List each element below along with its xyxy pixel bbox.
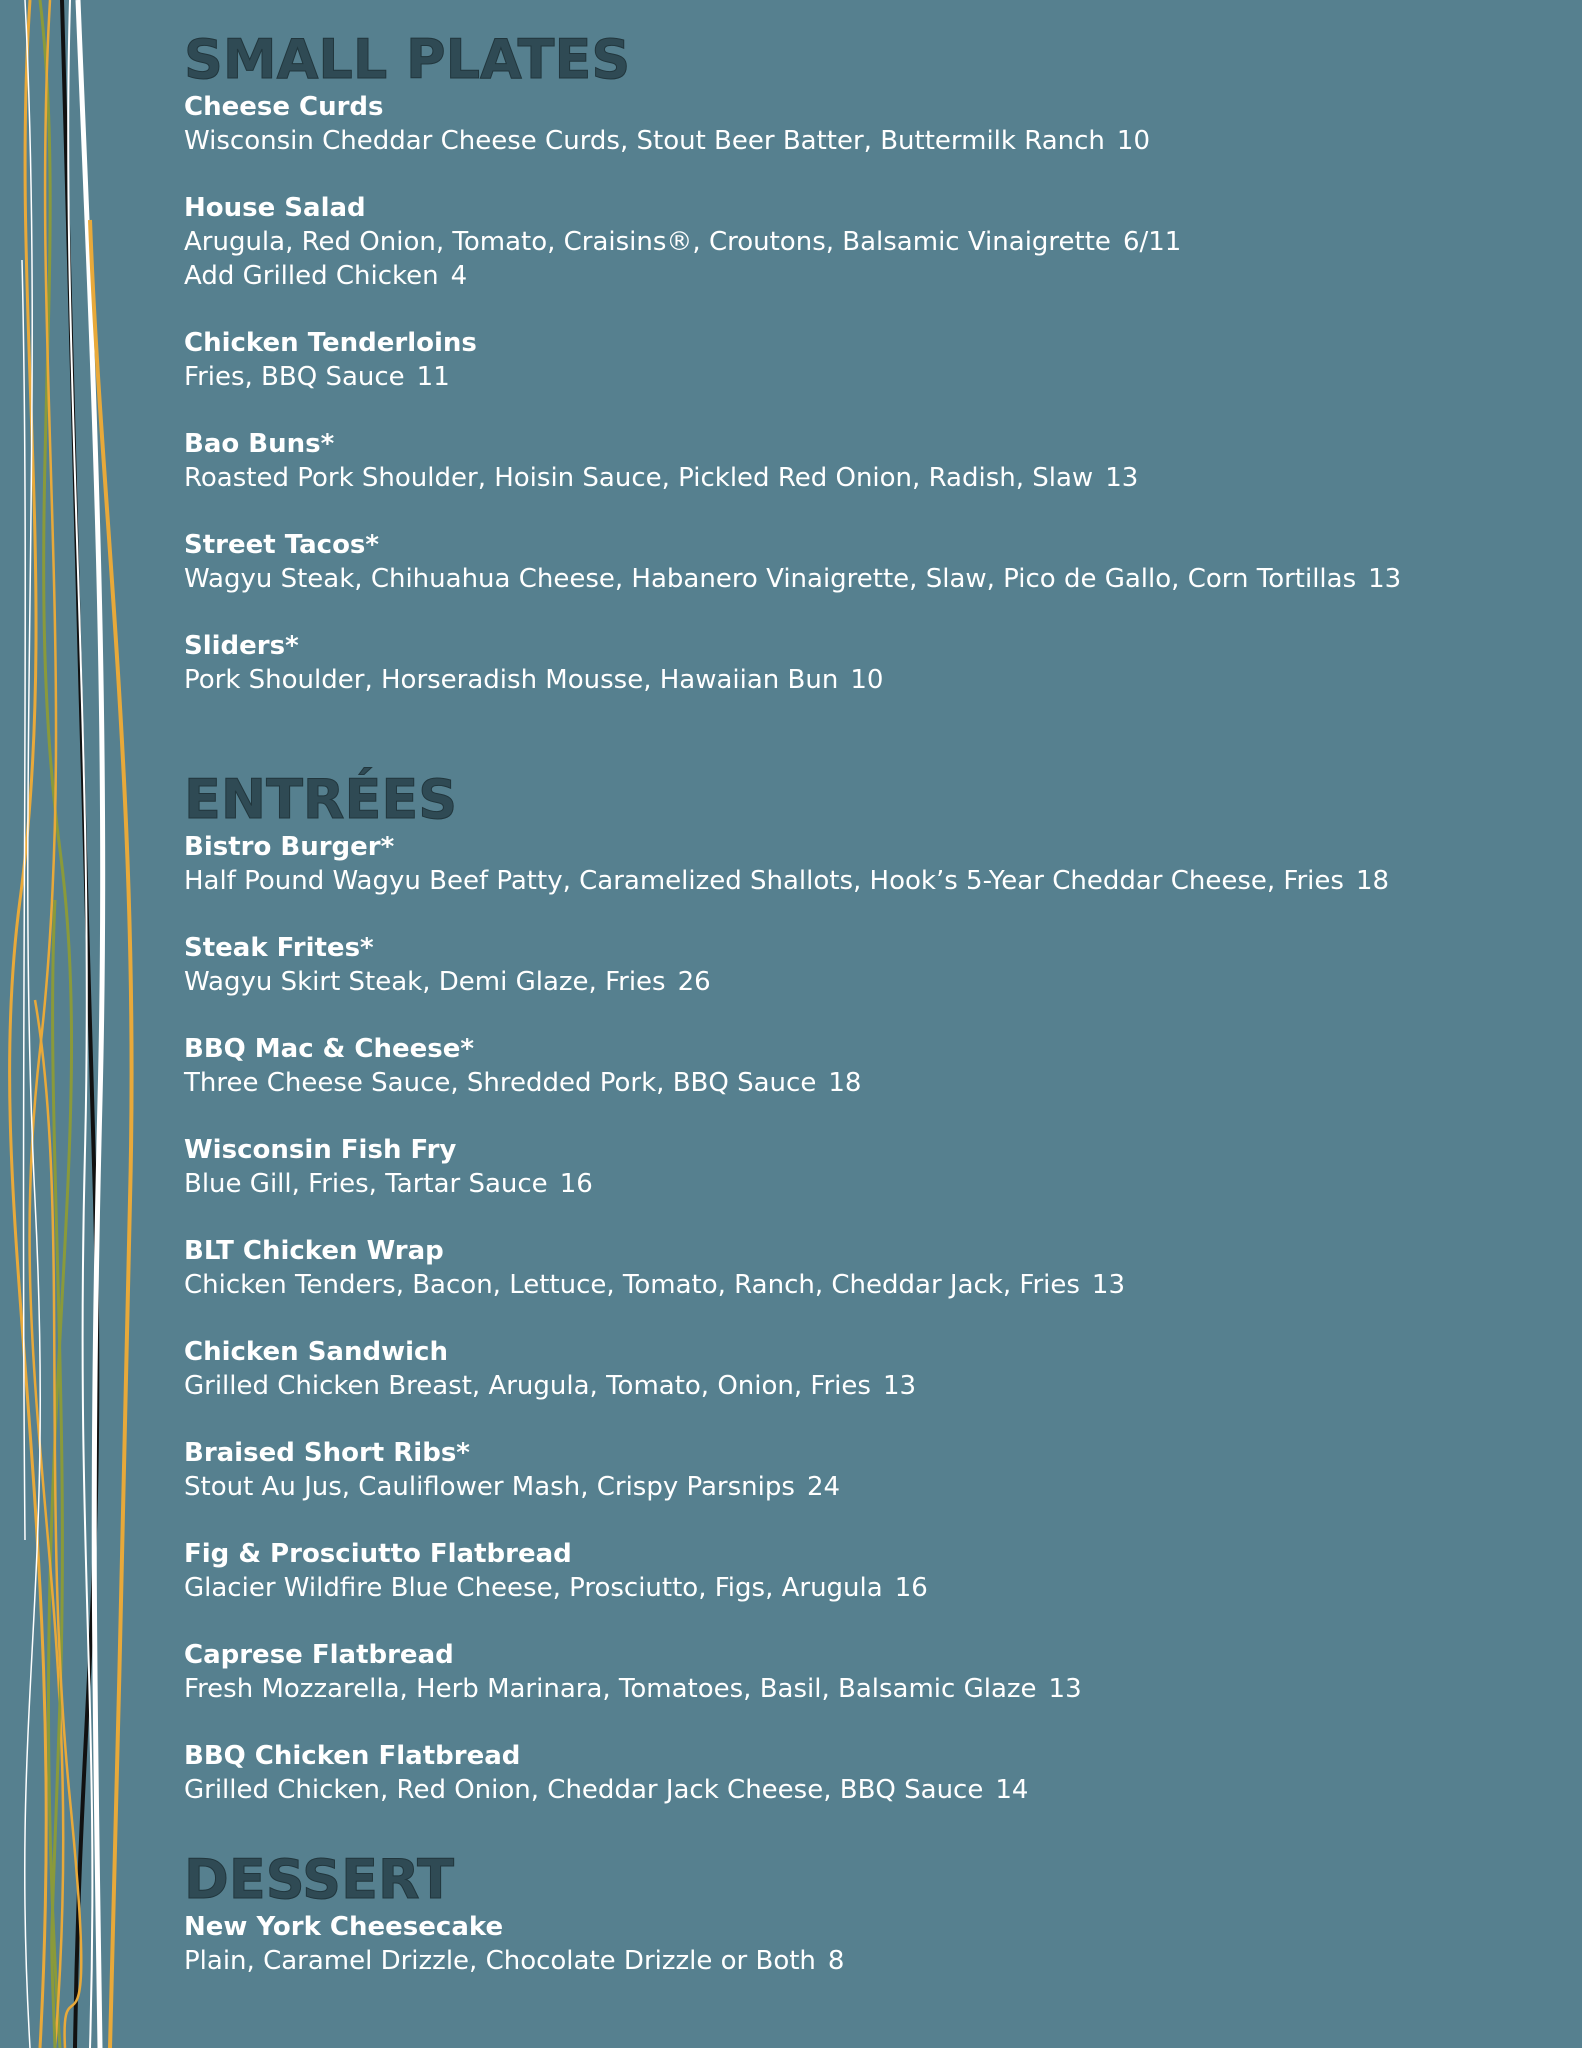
- section-dessert: [184, 1850, 844, 2011]
- menu-item-name: Wisconsin Fish Fry: [184, 1135, 457, 1165]
- menu-item: [184, 427, 1401, 495]
- menu-item-description: Wisconsin Cheddar Cheese Curds, Stout Beer Batter, Buttermilk Ranch: [184, 126, 1105, 156]
- section-title: ENTRÉES: [184, 768, 458, 831]
- menu-item-description-line: [184, 1773, 1389, 1807]
- menu-item-price: 13: [1091, 1270, 1126, 1300]
- menu-item-description: Three Cheese Sauce, Shredded Pork, BBQ Sauce: [184, 1068, 817, 1098]
- section-title: SMALL PLATES: [184, 28, 631, 91]
- menu-item-description: Stout Au Jus, Cauliflower Mash, Crispy Parsnips: [184, 1472, 795, 1502]
- menu-item-price: 13: [1048, 1674, 1082, 1704]
- menu-item-price: 14: [995, 1775, 1029, 1805]
- menu-item-price: 24: [806, 1472, 841, 1502]
- menu-item-description: Pork Shoulder, Horseradish Mousse, Hawaiian Bun: [184, 665, 839, 695]
- menu-item-name: Street Tacos*: [184, 530, 379, 560]
- menu-item-description: Wagyu Steak, Chihuahua Cheese, Habanero Vinaigrette, Slaw, Pico de Gallo, Corn Tortillas: [184, 564, 1357, 594]
- section-entrees: [184, 770, 1389, 1840]
- menu-item-description: Fries, BBQ Sauce: [184, 362, 405, 392]
- menu-item: [184, 931, 1389, 999]
- menu-item-description-line: [184, 1066, 1389, 1100]
- menu-item: [184, 1436, 1389, 1504]
- menu-item: [184, 528, 1401, 596]
- menu-item-price: 16: [894, 1573, 928, 1603]
- wavy-line-orange-4: [35, 1000, 81, 2048]
- menu-item: [184, 1032, 1389, 1100]
- menu-item-description: Grilled Chicken Breast, Arugula, Tomato, Onion, Fries: [184, 1371, 871, 1401]
- menu-item-description-line: [184, 1268, 1389, 1302]
- menu-item: [184, 830, 1389, 898]
- menu-item-description: Plain, Caramel Drizzle, Chocolate Drizzle or Both: [184, 1946, 816, 1976]
- menu-item-description-line: [184, 1470, 1389, 1504]
- menu-item-name: Braised Short Ribs*: [184, 1438, 470, 1468]
- menu-item-description: Half Pound Wagyu Beef Patty, Caramelized Shallots, Hook’s 5-Year Cheddar Cheese, Fries: [184, 866, 1344, 896]
- menu-item-description-line: [184, 1672, 1389, 1706]
- menu-item-description: Arugula, Red Onion, Tomato, Craisins®, Croutons, Balsamic Vinaigrette: [184, 227, 1111, 257]
- menu-item-name: New York Cheesecake: [184, 1912, 504, 1942]
- menu-item: [184, 1739, 1389, 1807]
- menu-item-description: Glacier Wildfire Blue Cheese, Prosciutto, Figs, Arugula: [184, 1573, 883, 1603]
- menu-item: [184, 1335, 1389, 1403]
- menu-item-name: Fig & Prosciutto Flatbread: [184, 1539, 572, 1569]
- menu-item-description: Chicken Tenders, Bacon, Lettuce, Tomato, Ranch, Cheddar Jack, Fries: [184, 1270, 1080, 1300]
- menu-item-price: 10: [1116, 126, 1150, 156]
- menu-item: [184, 1537, 1389, 1605]
- menu-item-addon-price: 4: [450, 261, 468, 291]
- menu-item-description-line: [184, 1167, 1389, 1201]
- menu-item-name: Steak Frites*: [184, 933, 374, 963]
- menu-item-description-line: [184, 663, 1401, 697]
- menu-item-price: 18: [828, 1068, 862, 1098]
- menu-item-description: Roasted Pork Shoulder, Hoisin Sauce, Pickled Red Onion, Radish, Slaw: [184, 463, 1094, 493]
- menu-item-description: Fresh Mozzarella, Herb Marinara, Tomatoes, Basil, Balsamic Glaze: [184, 1674, 1037, 1704]
- menu-item-description-line: [184, 965, 1389, 999]
- menu-item: [184, 629, 1401, 697]
- section-title: DESSERT: [184, 1848, 454, 1911]
- menu-item-description-line: [184, 864, 1389, 898]
- menu-item: [184, 1234, 1389, 1302]
- menu-item-price: 10: [850, 665, 884, 695]
- menu-item-description-line: [184, 461, 1401, 495]
- menu-item-price: 8: [827, 1946, 845, 1976]
- menu-item: [184, 191, 1401, 293]
- menu-item: [184, 1638, 1389, 1706]
- menu-item-description-line: [184, 124, 1401, 158]
- decorative-wavy-lines: [0, 0, 160, 2048]
- menu-item-description-line: [184, 1571, 1389, 1605]
- menu-item: [184, 1133, 1389, 1201]
- menu-item-price: 13: [882, 1371, 917, 1401]
- menu-item-price: 18: [1355, 866, 1390, 896]
- menu-item-description: Grilled Chicken, Red Onion, Cheddar Jack Cheese, BBQ Sauce: [184, 1775, 984, 1805]
- menu-item-name: Chicken Tenderloins: [184, 328, 477, 358]
- menu-item-name: Chicken Sandwich: [184, 1337, 448, 1367]
- menu-item-name: Caprese Flatbread: [184, 1640, 454, 1670]
- menu-item-addon-line: [184, 259, 1401, 293]
- menu-item-name: Cheese Curds: [184, 92, 384, 122]
- menu-item-name: House Salad: [184, 193, 366, 223]
- menu-item-name: BBQ Chicken Flatbread: [184, 1741, 521, 1771]
- menu-item-description: Blue Gill, Fries, Tartar Sauce: [184, 1169, 548, 1199]
- menu-item-description-line: [184, 562, 1401, 596]
- menu-item: [184, 326, 1401, 394]
- menu-item-price: 11: [416, 362, 450, 392]
- menu-item-name: Bao Buns*: [184, 429, 335, 459]
- menu-item-description-line: [184, 360, 1401, 394]
- menu-item-price: 26: [677, 967, 711, 997]
- menu-item-addon: Add Grilled Chicken: [184, 261, 439, 291]
- menu-item-price: 16: [559, 1169, 593, 1199]
- menu-item-price: 13: [1105, 463, 1139, 493]
- menu-item-name: Bistro Burger*: [184, 832, 395, 862]
- menu-item: [184, 90, 1401, 158]
- menu-item-price: 13: [1368, 564, 1402, 594]
- menu-item-name: BLT Chicken Wrap: [184, 1236, 444, 1266]
- menu-item-description-line: [184, 225, 1401, 259]
- menu-item-description-line: [184, 1944, 844, 1978]
- menu-item: [184, 1910, 844, 1978]
- menu-item-name: BBQ Mac & Cheese*: [184, 1034, 474, 1064]
- section-small-plates: [184, 30, 1401, 730]
- menu-item-name: Sliders*: [184, 631, 299, 661]
- menu-item-description: Wagyu Skirt Steak, Demi Glaze, Fries: [184, 967, 666, 997]
- menu-item-price: 6/11: [1122, 227, 1182, 257]
- menu-item-description-line: [184, 1369, 1389, 1403]
